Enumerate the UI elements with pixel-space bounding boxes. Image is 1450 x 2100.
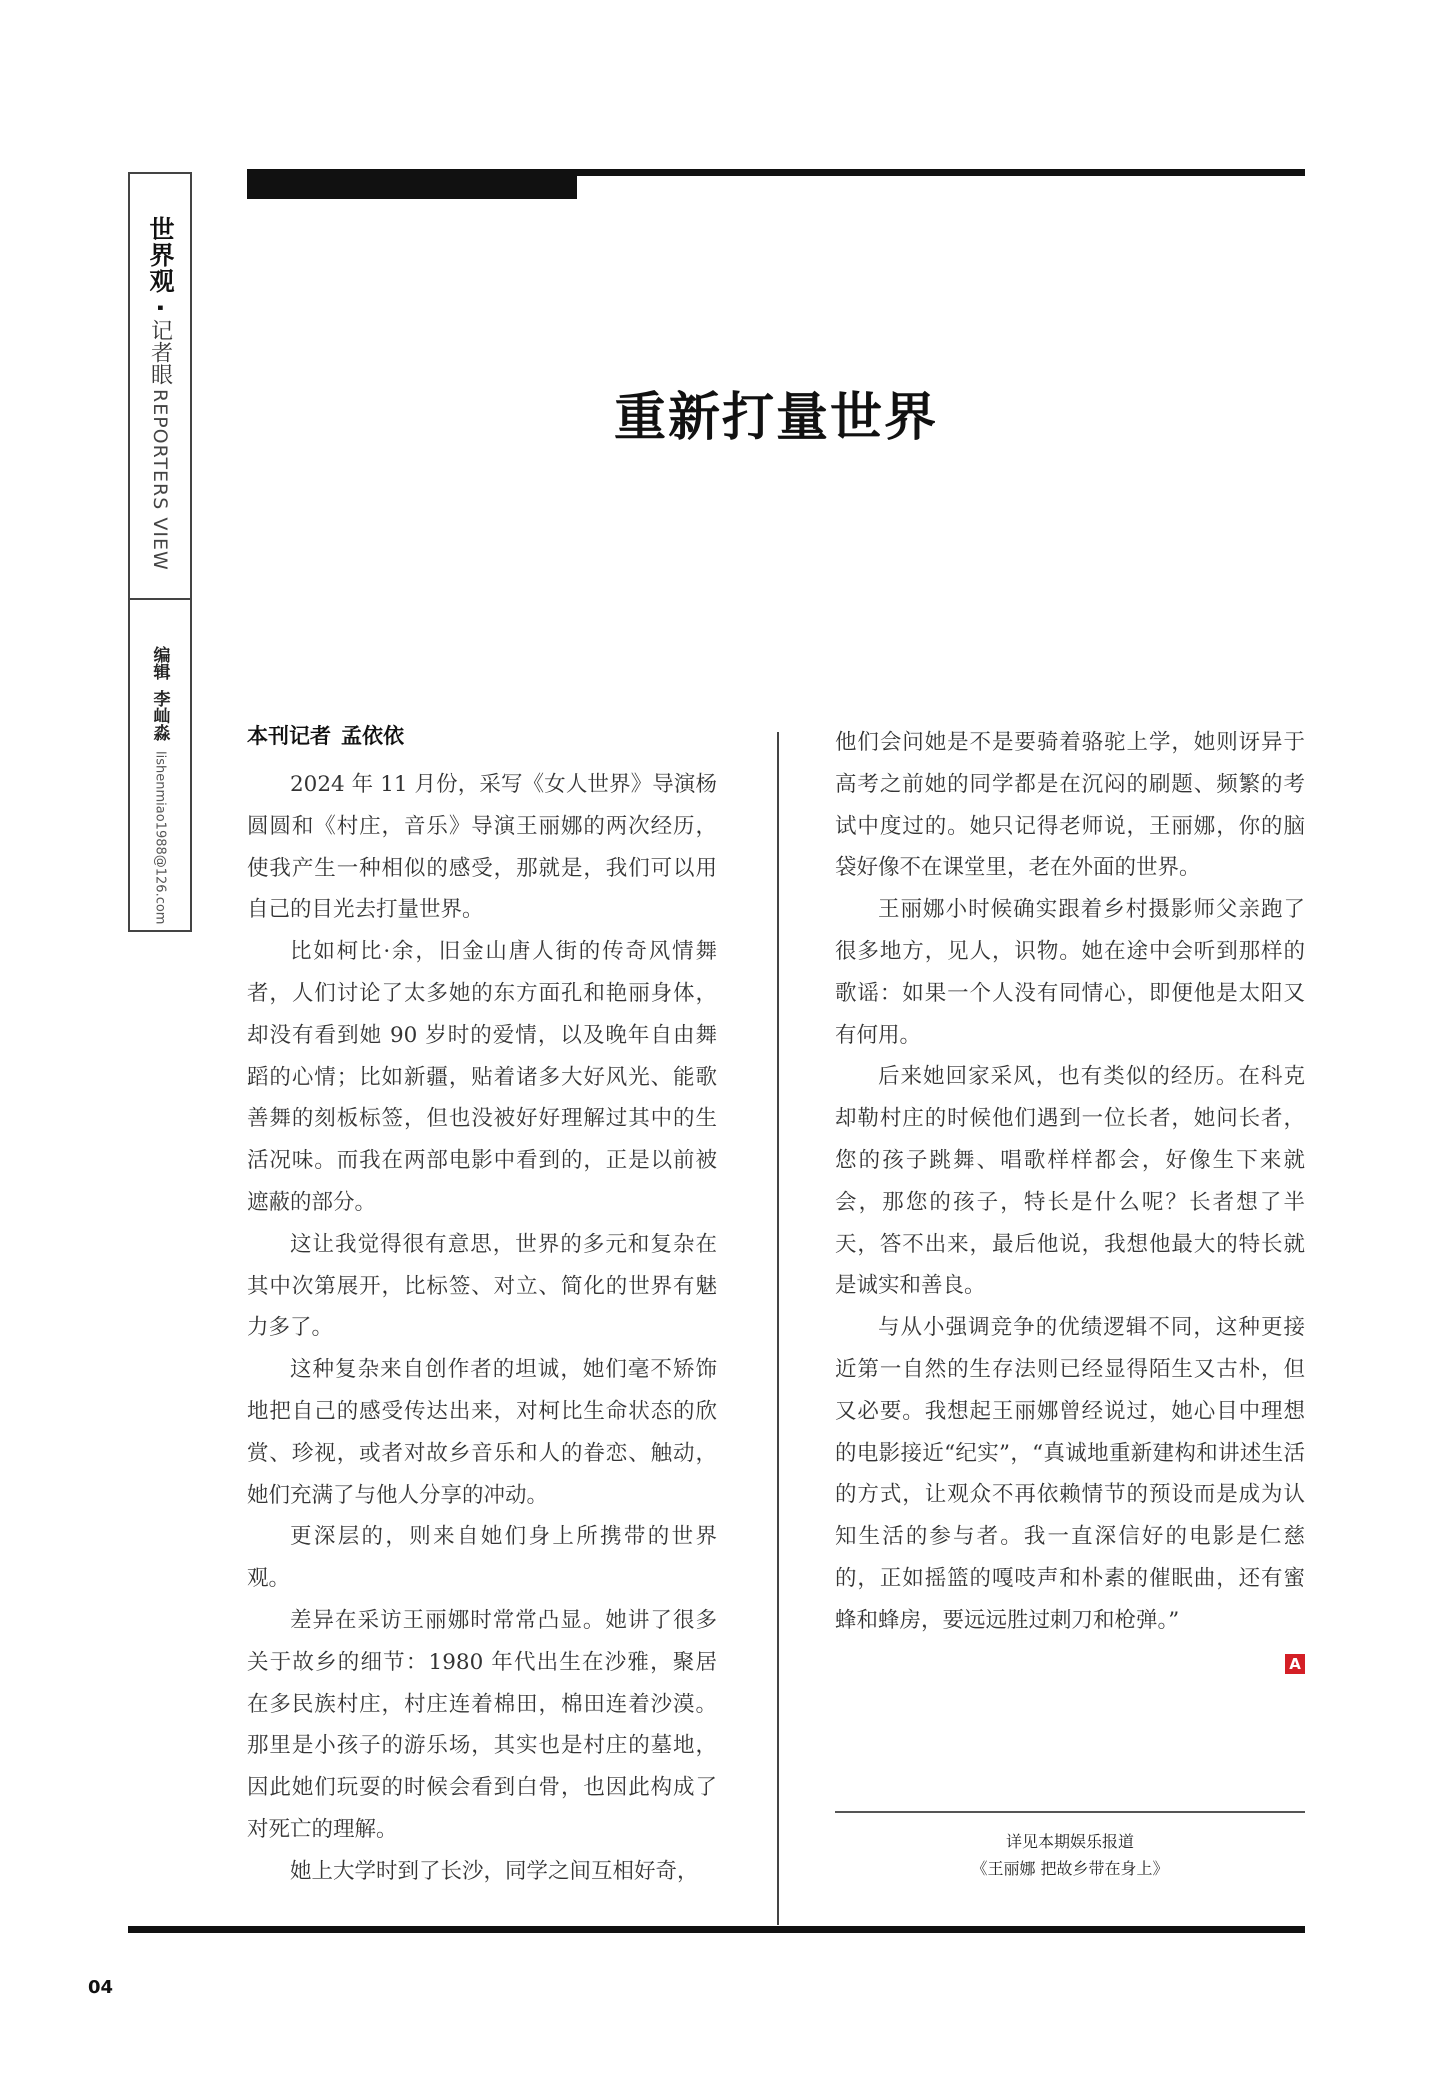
- byline-name: 孟依依: [341, 724, 404, 748]
- top-rule-block: [247, 169, 577, 199]
- column-sub: 记者眼: [147, 319, 173, 385]
- paragraph: 2024 年 11 月份，采写《女人世界》导演杨圆圆和《村庄，音乐》导演王丽娜的两次经历，使我产生一种相似的感受，那就是，我们可以用自己的目光去打量世界。: [247, 772, 717, 923]
- column-en: REPORTERS VIEW: [149, 389, 171, 571]
- right-column: [835, 722, 1305, 1674]
- paragraph: 差异在采访王丽娜时常常凸显。她讲了很多关于故乡的细节：1980 年代出生在沙雅，聚居在多民族村庄，村庄连着棉田，棉田连着沙漠。那里是小孩子的游乐场，其实也是村庄的墓地，因此她们玩耍的时候会看到白骨，也因此构成了对死亡的理解。: [247, 1607, 717, 1842]
- column-dot: ·: [145, 302, 175, 313]
- column-name: 世界观: [146, 216, 175, 294]
- page-number: 04: [88, 1977, 114, 1998]
- byline-label: 本刊记者: [247, 724, 331, 748]
- paragraph: 比如柯比·余，旧金山唐人街的传奇风情舞者，人们讨论了太多她的东方面孔和艳丽身体，却没有看到她 90 岁时的爱情，以及晚年自由舞蹈的心情；比如新疆，贴着诸多大好风光、能歌善舞的刻板标签，但也没被好好理解过其中的生活况味。而我在两部电影中看到的，正是以前被遮蔽的部分。: [247, 939, 717, 1215]
- note-rule: [835, 1811, 1305, 1813]
- note-line-1: 详见本期娱乐报道: [1005, 1832, 1134, 1851]
- paragraph: 更深层的，则来自她们身上所携带的世界观。: [247, 1524, 717, 1592]
- bottom-rule: [128, 1926, 1305, 1933]
- column-label: [130, 216, 190, 575]
- paragraph: 后来她回家采风，也有类似的经历。在科克却勒村庄的时候他们遇到一位长者，她问长者，您的孩子跳舞、唱歌样样都会，好像生下来就会，那您的孩子，特长是什么呢？长者想了半天，答不出来，最后他说，我想他最大的特长就是诚实和善良。: [835, 1064, 1305, 1299]
- paragraph: 王丽娜小时候确实跟着乡村摄影师父亲跑了很多地方，见人，识物。她在途中会听到那样的歌谣：如果一个人没有同情心，即便他是太阳又有何用。: [835, 897, 1305, 1048]
- note-line-2: 《王丽娜 把故乡带在身上》: [971, 1859, 1169, 1878]
- byline: [247, 720, 404, 750]
- column-divider: [777, 732, 779, 1925]
- sidebar-divider: [130, 598, 190, 600]
- end-mark-icon: A: [1285, 1654, 1305, 1674]
- related-note: [835, 1828, 1305, 1882]
- editor-email: lishenmiao1988@126.com: [152, 751, 168, 925]
- article-title: 重新打量世界: [613, 388, 938, 448]
- paragraph: 这种复杂来自创作者的坦诚，她们毫不矫饰地把自己的感受传达出来，对柯比生命状态的欣赏、珍视，或者对故乡音乐和人的眷恋、触动，她们充满了与他人分享的冲动。: [247, 1357, 717, 1508]
- editor-label: 编辑: [149, 646, 170, 680]
- paragraph-continuation: 他们会问她是不是要骑着骆驼上学，她则讶异于高考之前她的同学都是在沉闷的刷题、频繁的考试中度过的。她只记得老师说，王丽娜，你的脑袋好像不在课堂里，老在外面的世界。: [835, 730, 1305, 881]
- left-column: [247, 764, 717, 1893]
- column-sidebar: [128, 172, 192, 932]
- editor-name: 李屾淼: [149, 690, 170, 741]
- paragraph: 她上大学时到了长沙，同学之间互相好奇，: [290, 1858, 699, 1884]
- paragraph: 与从小强调竞争的优绩逻辑不同，这种更接近第一自然的生存法则已经显得陌生又古朴，但又必要。我想起王丽娜曾经说过，她心目中理想的电影接近“纪实”，“真诚地重新建构和讲述生活的方式，让观众不再依赖情节的预设而是成为认知生活的参与者。我一直深信好的电影是仁慈的，正如摇篮的嘎吱声和朴素的催眠曲，还有蜜蜂和蜂房，要远远胜过刺刀和枪弹。”: [835, 1315, 1305, 1633]
- paragraph: 这让我觉得很有意思，世界的多元和复杂在其中次第展开，比标签、对立、简化的世界有魅力多了。: [247, 1231, 717, 1341]
- editor-info: [130, 646, 190, 928]
